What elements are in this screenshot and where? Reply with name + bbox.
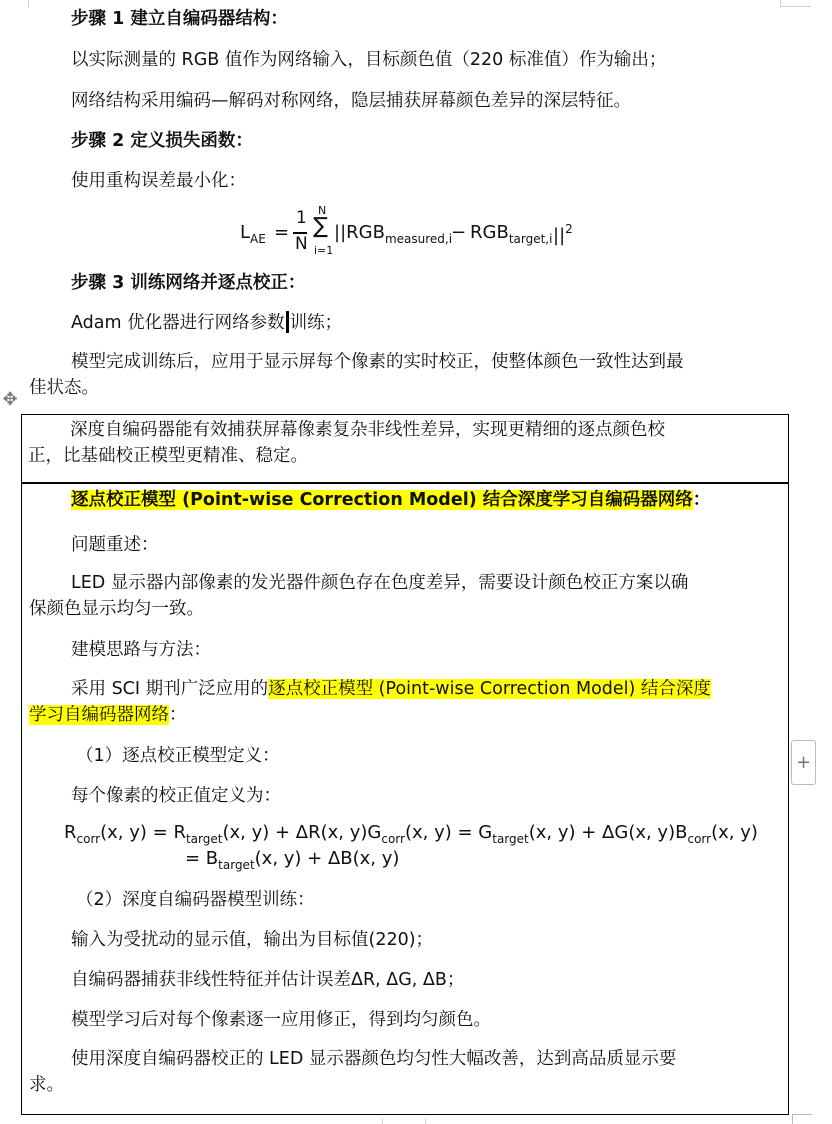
approach-line2-highlight: 学习自编码器网络 [29, 705, 169, 725]
add-icon[interactable]: + [791, 740, 816, 785]
step3-title: 步骤 3 训练网络并逐点校正： [71, 273, 306, 293]
sub1-title: （1）逐点校正模型定义： [76, 746, 280, 766]
step3-line1-part-b: 训练； [289, 313, 343, 333]
conclusion-line1: 使用深度自编码器校正的 LED 显示器颜色均匀性大幅改善，达到高品质显示要 [71, 1049, 677, 1069]
approach-label: 建模思路与方法： [71, 640, 211, 660]
box2-heading [71, 487, 710, 513]
approach-line1-highlight: 逐点校正模型 (Point-wise Correction Model) 结合深度 [268, 679, 711, 699]
step1-line1: 以实际测量的 RGB 值作为网络输入，目标颜色值（220 标准值）作为输出； [71, 50, 667, 70]
page-edge-bottom-mark [382, 1118, 383, 1124]
textbox-summary[interactable] [21, 414, 789, 484]
loss-term2: $RGB_{target,i}$ [470, 222, 553, 246]
loss-equals: = [274, 222, 290, 243]
corr-formula-line1: $R_{corr}(x$, $y) = R_{target}(x$, y) + ΔR(x, $y)G_{corr}(x$, $y) = G_{target}(x$, y) + ΔG(x, $y)B_{corr}(x$, y) [64, 822, 758, 846]
step2-line1: 使用重构误差最小化： [71, 171, 246, 191]
problem-line1: LED 显示器内部像素的发光器件颜色存在色度差异，需要设计颜色校正方案以确 [71, 573, 689, 593]
step3-line1 [71, 310, 342, 336]
corr-formula-line2: = $B_{target}(x$, y) + ΔB(x, y) [185, 848, 400, 872]
loss-formula [240, 204, 580, 264]
approach-line2-tail: ： [169, 705, 187, 725]
loss-term1: $||RGB_{measured,i}$ [334, 222, 453, 246]
step1-title: 步骤 1 建立自编码器结构： [71, 9, 288, 29]
sub2-line2: 自编码器捕获非线性特征并估计误差ΔR, ΔG, ΔB； [71, 970, 465, 990]
step3-line1-part-a: Adam 优化器进行网络参数 [71, 313, 285, 333]
step2-title: 步骤 2 定义损失函数： [71, 131, 253, 151]
box2-heading-highlight: 逐点校正模型 (Point-wise Correction Model) 结合深度学习自编码器网络 [71, 490, 693, 510]
page-edge-right [781, 6, 811, 7]
sub1-line1: 每个像素的校正值定义为： [71, 786, 281, 806]
step1-line2: 网络结构采用编码—解码对称网络，隐层捕获屏幕颜色差异的深层特征。 [71, 91, 631, 111]
sub2-line1: 输入为受扰动的显示值，输出为目标值(220)； [71, 930, 434, 950]
loss-frac-num: 1 [296, 208, 307, 228]
box1-line2: 正，比基础校正模型更精准、稳定。 [28, 446, 308, 466]
problem-line2: 保颜色显示均匀一致。 [29, 599, 204, 619]
problem-label: 问题重述： [71, 535, 159, 555]
conclusion-line2: 求。 [29, 1075, 64, 1095]
approach-line1 [71, 676, 711, 702]
loss-sum-top: N [318, 204, 327, 217]
step3-line2: 模型完成训练后，应用于显示屏每个像素的实时校正，使整体颜色一致性达到最 [71, 352, 684, 372]
loss-minus: − [451, 222, 467, 243]
page-edge-bottom-mark-2 [425, 1118, 426, 1124]
text-cursor [286, 311, 289, 333]
box1-line1: 深度自编码器能有效捕获屏幕像素复杂非线性差异，实现更精细的逐点颜色校 [70, 420, 665, 440]
approach-line2 [29, 702, 187, 728]
box2-heading-tail: ： [692, 490, 711, 510]
sub2-line3: 模型学习后对每个像素逐一应用修正，得到均匀颜色。 [71, 1010, 491, 1030]
loss-sum-symbol: ∑ [313, 214, 328, 239]
correction-formula [64, 818, 774, 878]
loss-lhs: $L_{AE}$ [240, 222, 266, 246]
page-edge-top-left [28, 0, 29, 8]
sub2-title: （2）深度自编码器模型训练： [76, 890, 315, 910]
loss-frac-den: N [295, 234, 308, 254]
step3-line2-wrap: 佳状态。 [29, 378, 99, 398]
loss-tail: $||^2$ [553, 222, 573, 246]
loss-sum-bottom: i=1 [314, 244, 334, 257]
move-handle-icon[interactable]: ✥ [2, 389, 18, 410]
approach-line1-part-a: 采用 SCI 期刊广泛应用的 [71, 679, 269, 699]
resize-corner-icon[interactable] [792, 1114, 812, 1124]
